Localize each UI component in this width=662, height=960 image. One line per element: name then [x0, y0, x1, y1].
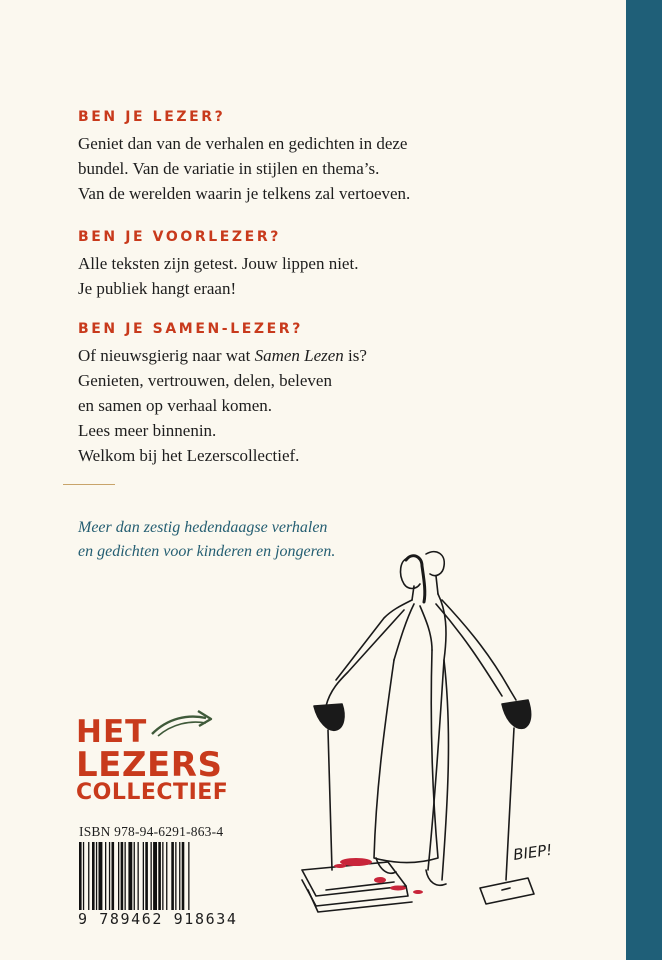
biep-text: BIEP! — [512, 840, 554, 864]
barcode-bar — [182, 842, 185, 920]
publisher-logo — [76, 716, 228, 804]
barcode — [79, 842, 239, 920]
barcode-bar — [112, 842, 115, 920]
section-heading: BEN JE SAMEN-LEZER? — [78, 321, 303, 337]
barcode-bar — [175, 842, 176, 920]
barcode-bar — [138, 842, 139, 920]
barcode-bar — [109, 842, 110, 920]
barcode-bar — [166, 842, 167, 920]
barcode-bar — [158, 842, 161, 920]
section-heading: BEN JE LEZER? — [78, 109, 226, 125]
barcode-bar — [83, 842, 84, 920]
line-suffix: is? — [343, 346, 367, 365]
body-line — [78, 343, 598, 368]
body-line: Welkom bij het Lezerscollectief. — [78, 446, 300, 465]
body-line: en samen op verhaal komen. — [78, 396, 273, 415]
section-samen-lezer — [78, 318, 598, 468]
barcode-bar — [188, 842, 189, 920]
barcode-bar — [92, 842, 95, 920]
barcode-bar — [121, 842, 124, 920]
section-lezer — [78, 106, 598, 206]
body-line: Lees meer binnenin. — [78, 421, 217, 440]
isbn-text: ISBN 978-94-6291-863-4 — [79, 824, 224, 839]
barcode-bar — [88, 842, 89, 920]
body-line: Genieten, vertrouwen, delen, beleven — [78, 371, 332, 390]
barcode-bar — [118, 842, 119, 920]
tagline-line: en gedichten voor kinderen en jongeren. — [78, 543, 336, 560]
samen-lezen-emphasis: Samen Lezen — [254, 346, 344, 365]
barcode-bar — [105, 842, 106, 920]
logo-line: LEZERS — [76, 745, 223, 785]
barcode-bar — [79, 842, 82, 920]
barcode-bar — [171, 842, 174, 920]
line-prefix: Of nieuwsgierig naar wat — [78, 346, 255, 365]
reading-couple-illustration — [296, 540, 596, 940]
barcode-bar — [125, 842, 126, 920]
section-heading: BEN JE VOORLEZER? — [78, 229, 281, 245]
barcode-bar — [179, 842, 180, 920]
barcode-bar — [151, 842, 152, 920]
barcode-bar — [99, 842, 103, 920]
barcode-number: 9 789462 918634 — [78, 910, 238, 928]
body-line: bundel. Van de variatie in stijlen en thema’s. — [78, 159, 380, 178]
logo-line: HET — [76, 714, 148, 750]
body-line: Je publiek hangt eraan! — [78, 279, 237, 298]
body-line: Alle teksten zijn getest. Jouw lippen niet. — [78, 254, 359, 273]
barcode-bar — [128, 842, 132, 920]
barcode-bar — [134, 842, 135, 920]
body-line: Geniet dan van de verhalen en gedichten in deze — [78, 134, 408, 153]
book-spine — [626, 0, 662, 960]
divider — [63, 484, 115, 485]
barcode-bar — [145, 842, 148, 920]
barcode-bar — [96, 842, 97, 920]
body-line: Van de werelden waarin je telkens zal vertoeven. — [78, 184, 411, 203]
section-voorlezer — [78, 226, 598, 301]
barcode-bar — [143, 842, 144, 920]
logo-line: COLLECTIEF — [76, 780, 229, 805]
tagline-line: Meer dan zestig hedendaagse verhalen — [78, 519, 328, 536]
barcode-bar — [162, 842, 163, 920]
barcode-bar — [153, 842, 157, 920]
